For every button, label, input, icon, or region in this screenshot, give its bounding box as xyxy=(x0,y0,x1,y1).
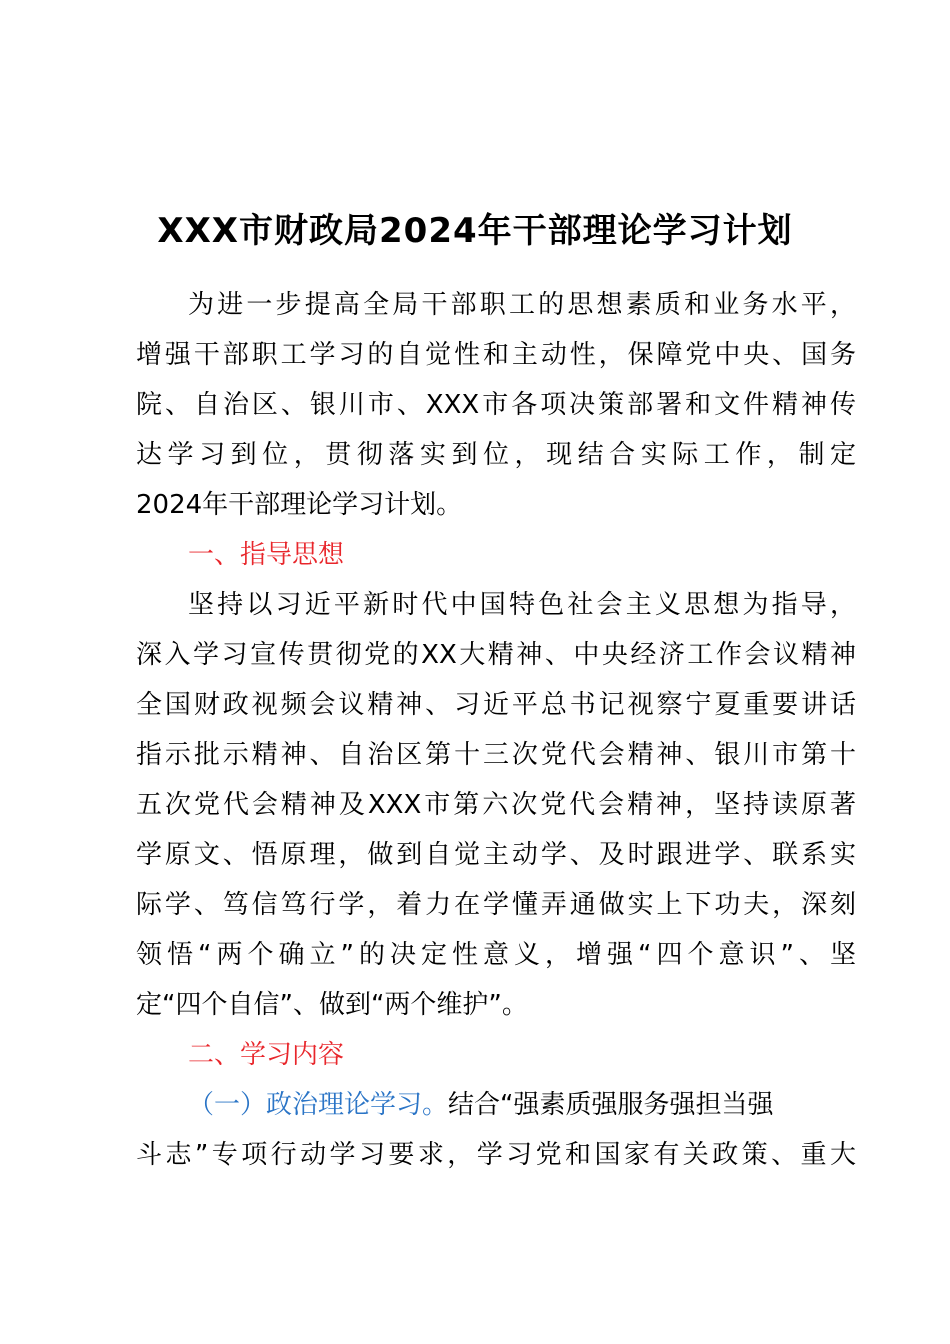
intro-line-3: 院、自治区、银川市、XXX市各项决策部署和文件精神传 xyxy=(136,390,856,420)
subsection-text: 结合“强素质强服务强担当强 xyxy=(448,1090,774,1120)
section1-line-9: 定“四个自信”、做到“两个维护”。 xyxy=(136,990,528,1020)
subsection-line-1 xyxy=(188,1080,856,1130)
section1-line-7: 际学、笃信笃行学，着力在学懂弄通做实上下功夫，深刻 xyxy=(136,890,856,920)
intro-line-1: 为进一步提高全局干部职工的思想素质和业务水平， xyxy=(188,290,856,320)
intro-line-5: 2024年干部理论学习计划。 xyxy=(136,490,463,520)
section1-line-2: 深入学习宣传贯彻党的XX大精神、中央经济工作会议精神 xyxy=(136,640,856,670)
section1-line-8: 领悟“两个确立”的决定性意义，增强“四个意识”、坚 xyxy=(136,940,856,970)
subsection-line-2: 斗志”专项行动学习要求，学习党和国家有关政策、重大 xyxy=(136,1140,856,1170)
intro-line-2: 增强干部职工学习的自觉性和主动性，保障党中央、国务 xyxy=(136,340,856,370)
section1-line-5: 五次党代会精神及XXX市第六次党代会精神，坚持读原著 xyxy=(136,790,856,820)
document-title: XXX市财政局2024年干部理论学习计划 xyxy=(157,211,793,251)
section-heading-study-content: 二、学习内容 xyxy=(188,1040,345,1070)
section1-line-4: 指示批示精神、自治区第十三次党代会精神、银川市第十 xyxy=(136,740,856,770)
section1-line-1: 坚持以习近平新时代中国特色社会主义思想为指导， xyxy=(188,590,856,620)
section-heading-guiding-thought: 一、指导思想 xyxy=(188,540,345,570)
intro-line-4: 达学习到位，贯彻落实到位，现结合实际工作，制定 xyxy=(136,440,856,470)
section1-line-3: 全国财政视频会议精神、习近平总书记视察宁夏重要讲话 xyxy=(136,690,856,720)
section1-line-6: 学原文、悟原理，做到自觉主动学、及时跟进学、联系实 xyxy=(136,840,856,870)
subsection-heading-political-theory: （一）政治理论学习。 xyxy=(188,1090,449,1120)
